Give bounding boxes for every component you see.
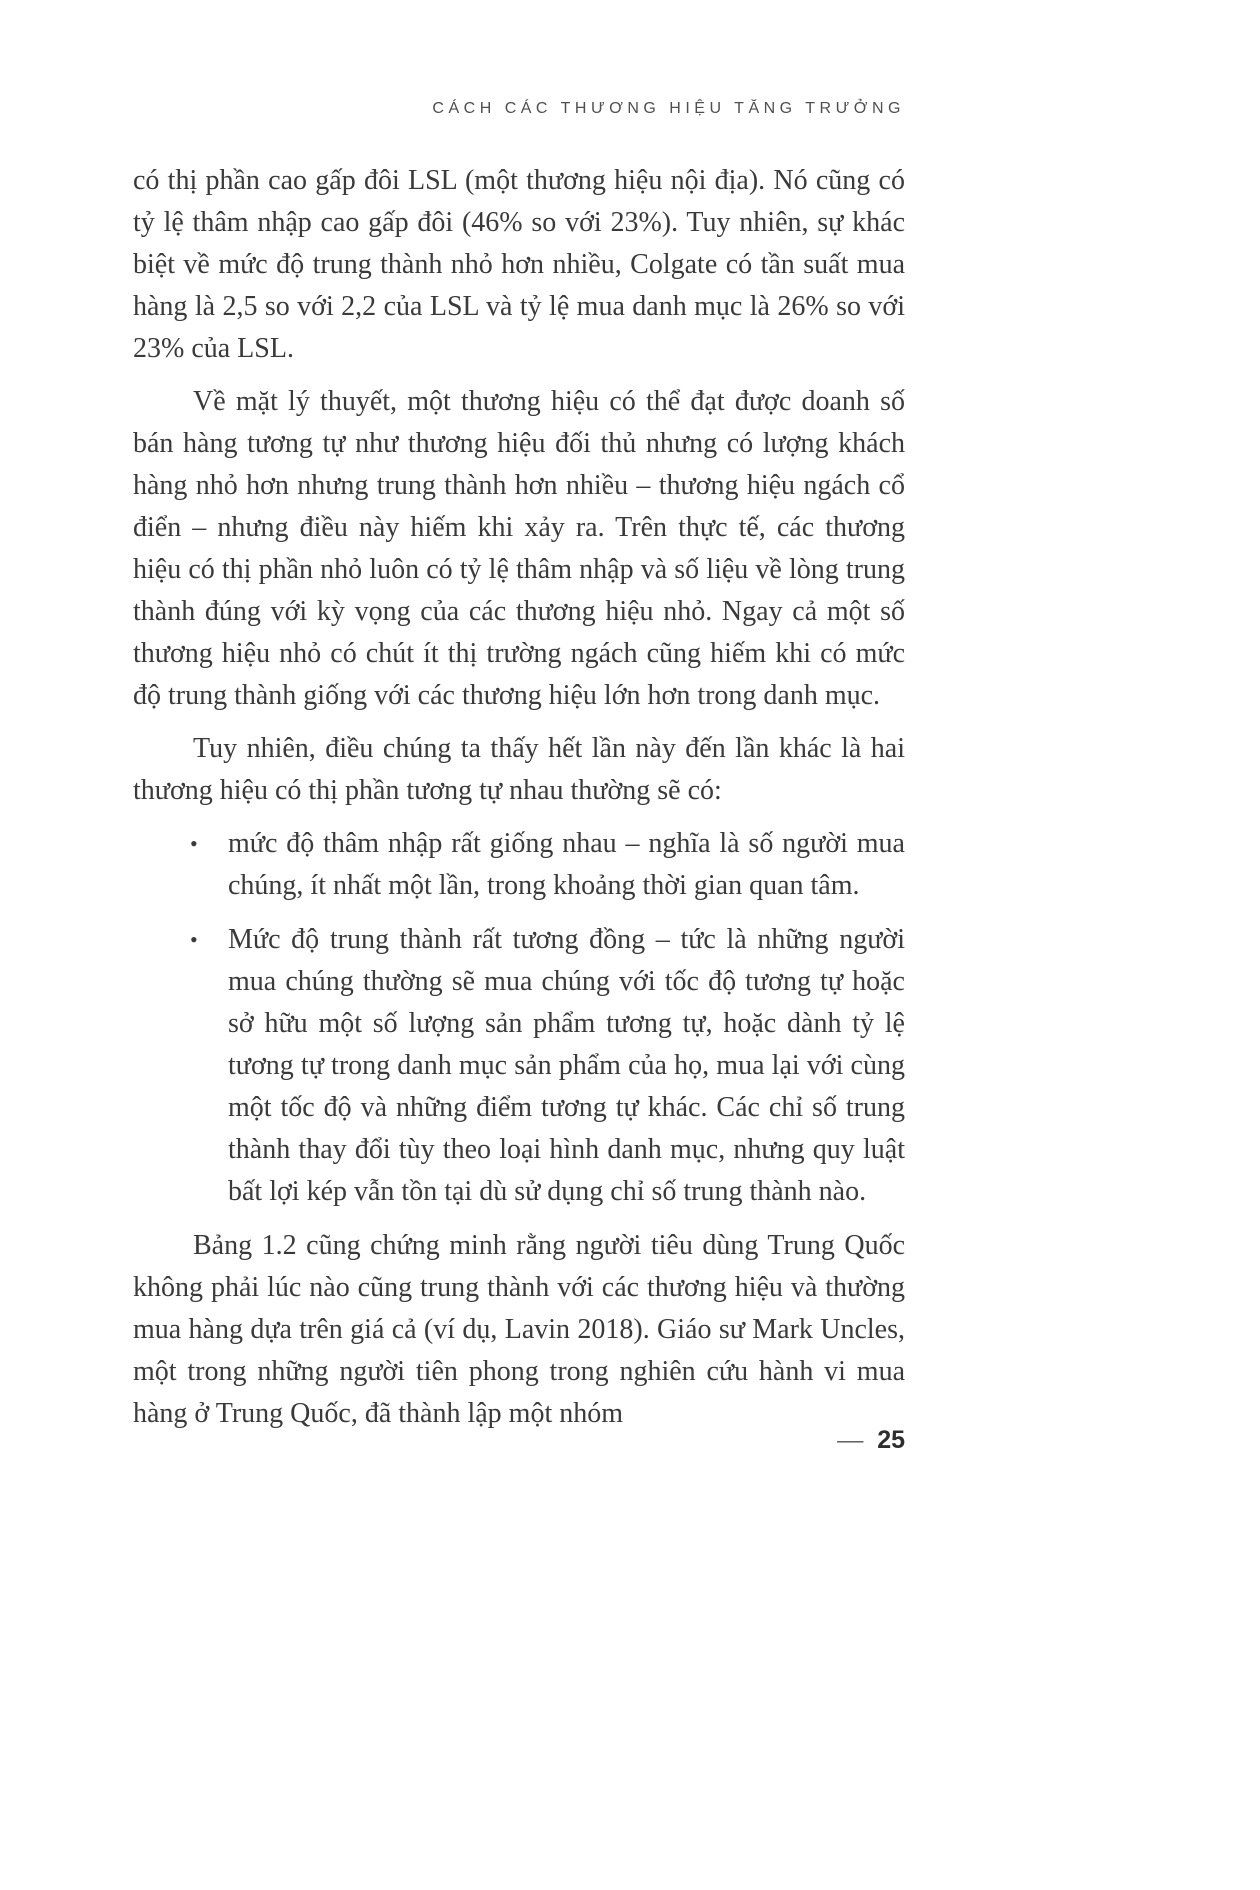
list-item: [190, 823, 905, 907]
paragraph: Tuy nhiên, điều chúng ta thấy hết lần này đến lần khác là hai thương hiệu có thị phần tương tự nhau thường sẽ có:: [133, 733, 905, 806]
bullet-icon: •: [190, 927, 198, 952]
page-body: [133, 160, 905, 1446]
list-item-text: mức độ thâm nhập rất giống nhau – nghĩa là số người mua chúng, ít nhất một lần, trong khoảng thời gian quan tâm.: [228, 828, 905, 901]
paragraph: Về mặt lý thuyết, một thương hiệu có thể đạt được doanh số bán hàng tương tự như thương hiệu đối thủ nhưng có lượng khách hàng nhỏ hơn nhưng trung thành hơn nhiều – thương hiệu ngách cổ điển – nhưng điều này hiếm khi xảy ra. Trên thực tế, các thương hiệu có thị phần nhỏ luôn có tỷ lệ thâm nhập và số liệu về lòng trung thành đúng với kỳ vọng của các thương hiệu nhỏ. Ngay cả một số thương hiệu nhỏ có chút ít thị trường ngách cũng hiếm khi có mức độ trung thành giống với các thương hiệu lớn hơn trong danh mục.: [133, 386, 905, 711]
page-number: [133, 1425, 905, 1455]
paragraph: Bảng 1.2 cũng chứng minh rằng người tiêu dùng Trung Quốc không phải lúc nào cũng trung thành với các thương hiệu và thường mua hàng dựa trên giá cả (ví dụ, Lavin 2018). Giáo sư Mark Uncles, một trong những người tiên phong trong nghiên cứu hành vi mua hàng ở Trung Quốc, đã thành lập một nhóm: [133, 1230, 905, 1429]
paragraph: có thị phần cao gấp đôi LSL (một thương hiệu nội địa). Nó cũng có tỷ lệ thâm nhập cao gấp đôi (46% so với 23%). Tuy nhiên, sự khác biệt về mức độ trung thành nhỏ hơn nhiều, Colgate có tần suất mua hàng là 2,5 so với 2,2 của LSL và tỷ lệ mua danh mục là 26% so với 23% của LSL.: [133, 165, 905, 364]
bullet-list: [133, 823, 905, 1213]
list-item: [190, 919, 905, 1213]
running-header: CÁCH CÁC THƯƠNG HIỆU TĂNG TRƯỞNG: [432, 100, 905, 117]
page-number-dash: —: [837, 1425, 864, 1454]
list-item-text: Mức độ trung thành rất tương đồng – tức là những người mua chúng thường sẽ mua chúng với tốc độ tương tự hoặc sở hữu một số lượng sản phẩm tương tự, hoặc dành tỷ lệ tương tự trong danh mục sản phẩm của họ, mua lại với cùng một tốc độ và những điểm tương tự khác. Các chỉ số trung thành thay đổi tùy theo loại hình danh mục, nhưng quy luật bất lợi kép vẫn tồn tại dù sử dụng chỉ số trung thành nào.: [228, 924, 905, 1207]
bullet-icon: •: [190, 831, 198, 856]
page-number-value: 25: [877, 1426, 905, 1454]
